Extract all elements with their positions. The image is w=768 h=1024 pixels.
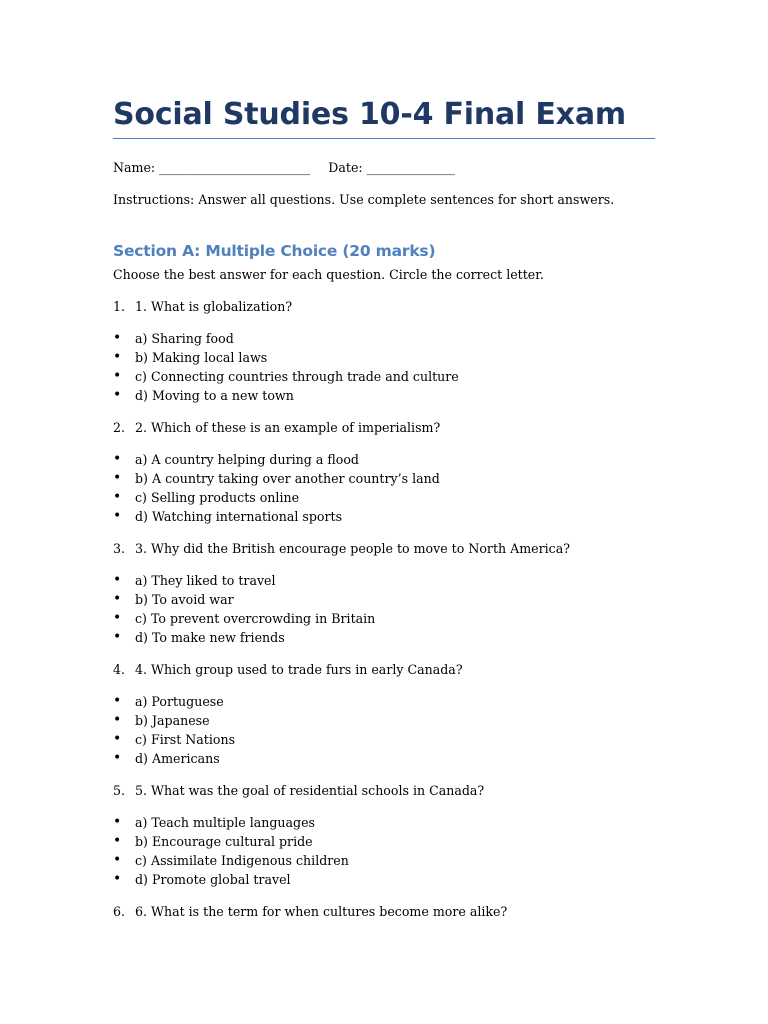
option-text: a) Sharing food (135, 331, 234, 346)
option-item[interactable] (113, 348, 655, 367)
question-1 (113, 297, 655, 316)
options-list-5 (113, 813, 655, 889)
options-list-2 (113, 450, 655, 526)
question-text: 5. What was the goal of residential schools in Canada? (135, 783, 485, 798)
bullet-icon: • (113, 629, 122, 645)
name-date-line (113, 158, 655, 177)
option-text: a) Portuguese (135, 694, 224, 709)
option-text: b) Encourage cultural pride (135, 834, 313, 849)
option-item[interactable] (113, 692, 655, 711)
bullet-icon: • (113, 330, 122, 346)
option-item[interactable] (113, 609, 655, 628)
bullet-icon: • (113, 712, 122, 728)
document-title: Social Studies 10-4 Final Exam (113, 96, 655, 139)
bullet-icon: • (113, 368, 122, 384)
bullet-icon: • (113, 489, 122, 505)
bullet-icon: • (113, 387, 122, 403)
option-item[interactable] (113, 507, 655, 526)
option-item[interactable] (113, 628, 655, 647)
option-text: c) Connecting countries through trade and culture (135, 369, 459, 384)
question-list (113, 297, 655, 921)
question-number: 5. (113, 783, 126, 798)
question-number: 6. (113, 904, 126, 919)
question-text: 1. What is globalization? (135, 299, 293, 314)
option-text: a) A country helping during a flood (135, 452, 359, 467)
bullet-icon: • (113, 349, 122, 365)
instructions-text: Instructions: Answer all questions. Use complete sentences for short answers. (113, 192, 615, 207)
question-2 (113, 418, 655, 437)
question-6 (113, 902, 655, 921)
bullet-icon: • (113, 833, 122, 849)
option-text: b) A country taking over another country’s land (135, 471, 440, 486)
option-text: c) Assimilate Indigenous children (135, 853, 349, 868)
option-text: d) Moving to a new town (135, 388, 294, 403)
option-item[interactable] (113, 711, 655, 730)
option-item[interactable] (113, 851, 655, 870)
option-item[interactable] (113, 749, 655, 768)
section-a-heading: Section A: Multiple Choice (20 marks) (113, 242, 436, 260)
question-3 (113, 539, 655, 558)
options-list-1 (113, 329, 655, 405)
option-text: b) Japanese (135, 713, 210, 728)
section-a-intro: Choose the best answer for each question. Circle the correct letter. (113, 267, 544, 282)
option-item[interactable] (113, 832, 655, 851)
bullet-icon: • (113, 852, 122, 868)
option-text: c) To prevent overcrowding in Britain (135, 611, 376, 626)
option-text: b) To avoid war (135, 592, 234, 607)
bullet-icon: • (113, 451, 122, 467)
bullet-icon: • (113, 731, 122, 747)
option-text: b) Making local laws (135, 350, 268, 365)
question-5 (113, 781, 655, 800)
question-text: 2. Which of these is an example of imperialism? (135, 420, 441, 435)
option-item[interactable] (113, 367, 655, 386)
option-item[interactable] (113, 571, 655, 590)
option-item[interactable] (113, 450, 655, 469)
option-item[interactable] (113, 469, 655, 488)
options-list-3 (113, 571, 655, 647)
bullet-icon: • (113, 470, 122, 486)
question-text: 3. Why did the British encourage people to move to North America? (135, 541, 570, 556)
bullet-icon: • (113, 591, 122, 607)
option-text: a) They liked to travel (135, 573, 276, 588)
name-field-label: Name: ________________________ (113, 160, 311, 175)
question-number: 1. (113, 299, 126, 314)
question-number: 4. (113, 662, 126, 677)
date-field-label: Date: ______________ (328, 160, 455, 175)
question-number: 2. (113, 420, 126, 435)
bullet-icon: • (113, 508, 122, 524)
option-item[interactable] (113, 386, 655, 405)
option-item[interactable] (113, 488, 655, 507)
bullet-icon: • (113, 610, 122, 626)
option-item[interactable] (113, 590, 655, 609)
bullet-icon: • (113, 750, 122, 766)
option-item[interactable] (113, 870, 655, 889)
question-text: 4. Which group used to trade furs in early Canada? (135, 662, 463, 677)
bullet-icon: • (113, 871, 122, 887)
question-number: 3. (113, 541, 126, 556)
bullet-icon: • (113, 572, 122, 588)
options-list-4 (113, 692, 655, 768)
option-text: a) Teach multiple languages (135, 815, 315, 830)
option-text: d) Americans (135, 751, 220, 766)
option-text: d) Promote global travel (135, 872, 291, 887)
bullet-icon: • (113, 693, 122, 709)
option-text: d) Watching international sports (135, 509, 343, 524)
question-4 (113, 660, 655, 679)
option-item[interactable] (113, 730, 655, 749)
question-text: 6. What is the term for when cultures become more alike? (135, 904, 508, 919)
option-text: c) Selling products online (135, 490, 300, 505)
option-item[interactable] (113, 329, 655, 348)
option-text: c) First Nations (135, 732, 236, 747)
option-text: d) To make new friends (135, 630, 285, 645)
option-item[interactable] (113, 813, 655, 832)
bullet-icon: • (113, 814, 122, 830)
